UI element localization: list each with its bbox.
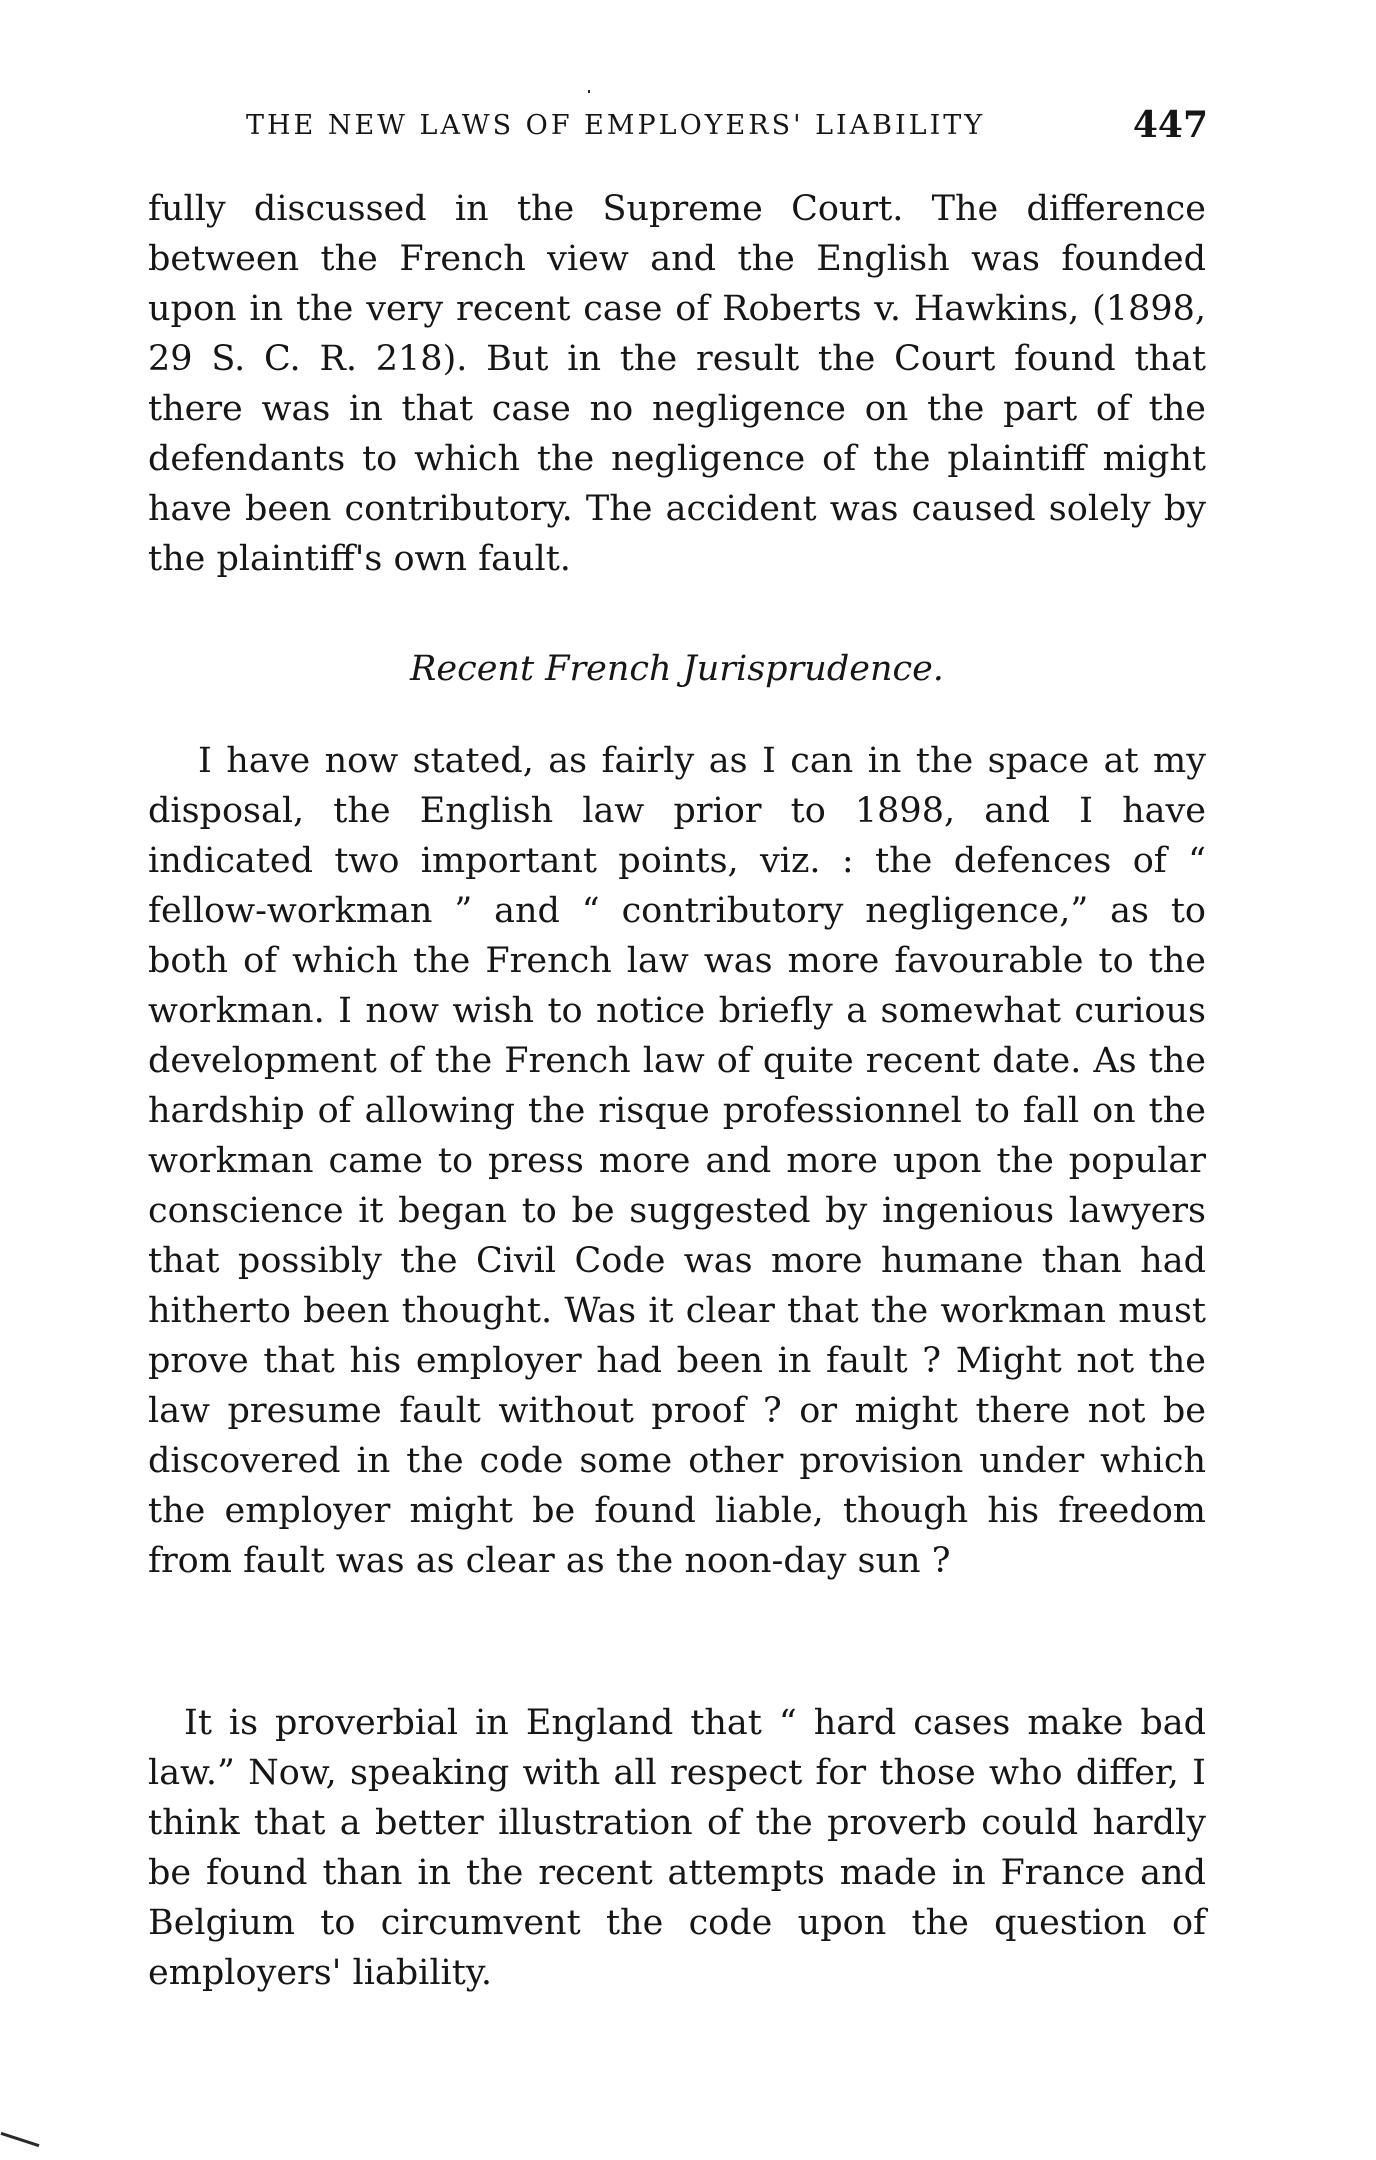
paragraph-1: fully discussed in the Supreme Court. The difference between the French view and the English was founded upon in the very recent case of Roberts v. Hawkins, (1898, 29 S. C. R. 218). But in the result the Court found that there was in that case no negligence on the part of the defendants to which the negligence of the plaintiff might have been contributory. The accident was caused solely by the plaintiff's own fault. [148,189,1206,579]
section-heading: Recent French Jurisprudence. [410,649,944,689]
scan-dot [588,90,590,93]
running-title: THE NEW LAWS OF EMPLOYERS' LIABILITY [246,110,986,141]
page-number: 447 [1132,104,1208,146]
scan-mark [1,2132,40,2147]
paragraph-2: I have now stated, as fairly as I can in the space at my disposal, the English law prior to 1898, and I have indicated two important points, viz. : the defences of “ fellow-workman ” and “ contributory negligence,” as to both of which the French law was more favourable to the workman. I now wish to notice briefly a somewhat curious development of the French law of quite recent date. As the hardship of allowing the risque professionnel to fall on the workman came to press more and more upon the popular conscience it began to be suggested by ingenious lawyers that possibly the Civil Code was more humane than had hitherto been thought. Was it clear that the workman must prove that his employer had been in fault ? Might not the law presume fault without proof ? or might there not be discovered in the code some other provision under which the employer might be found liable, though his freedom from fault was as clear as the noon-day sun ? [148,741,1206,1581]
paragraph-3: It is proverbial in England that “ hard cases make bad law.” Now, speaking with all respect for those who differ, I think that a better illustration of the proverb could hardly be found than in the recent attempts made in France and Belgium to circumvent the code upon the question of employers' liability. [148,1703,1206,1993]
running-head [238,104,1208,154]
